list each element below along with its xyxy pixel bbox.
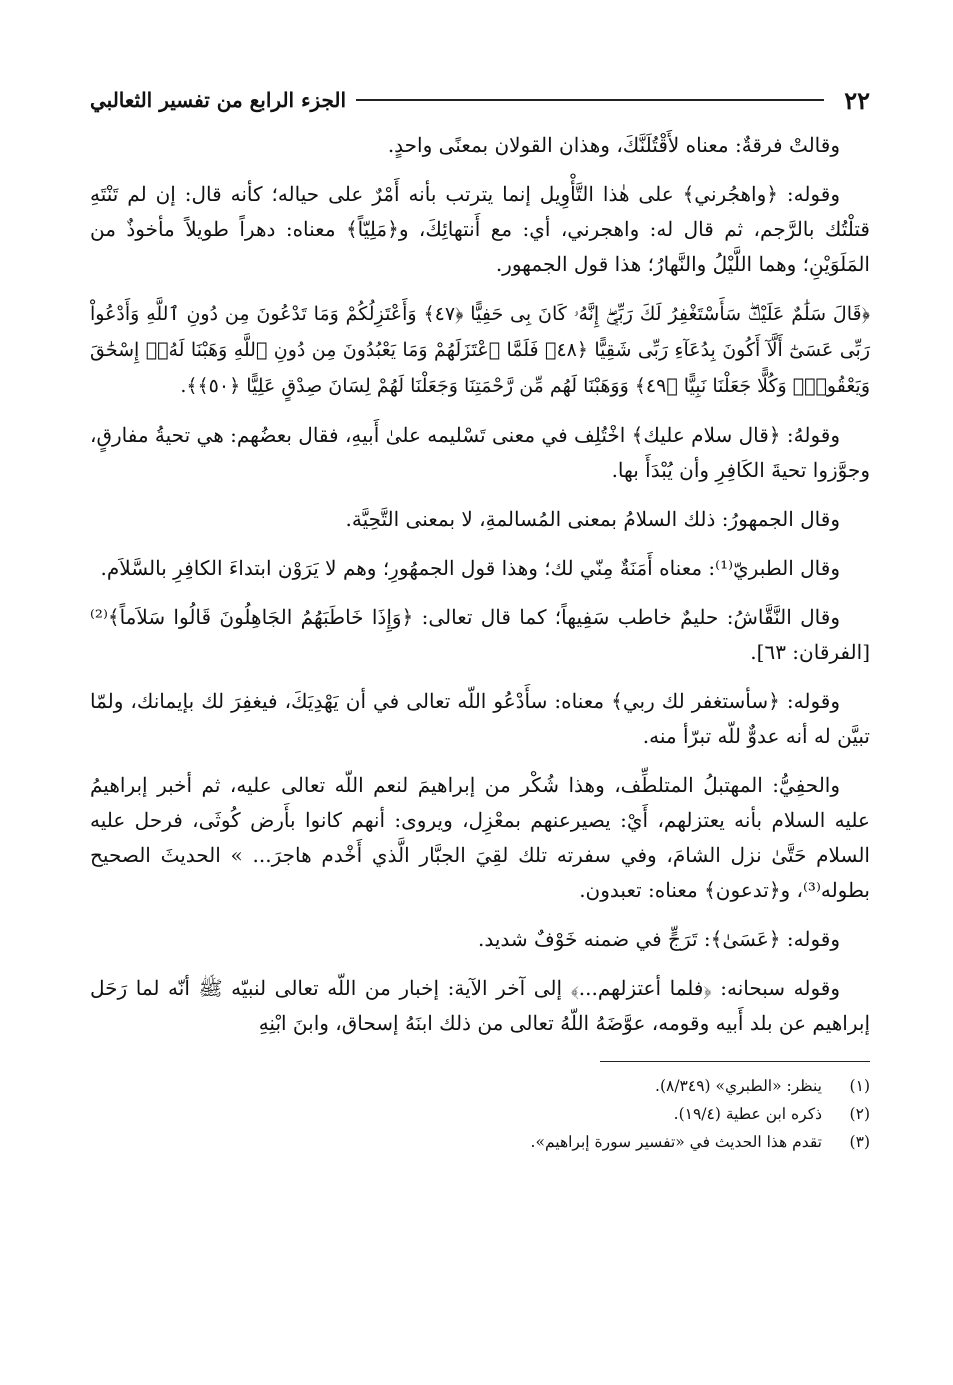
- footnote-number: (١): [849, 1077, 870, 1095]
- footnote-number: (٣): [849, 1133, 870, 1151]
- footnote: [90, 1072, 870, 1100]
- footnote-text: ينظر: «الطبري» (٨/٣٤٩).: [655, 1077, 822, 1095]
- paragraph: وقال الجمهورُ: ذلك السلامُ بمعنى المُسالمةِ، لا بمعنى التَّحِيَّة.: [345, 507, 840, 531]
- page-number: ٢٢: [844, 85, 870, 115]
- footnotes: [90, 1061, 870, 1156]
- footnote-text: تقدم هذا الحديث في «تفسير سورة إبراهيم».: [530, 1133, 822, 1151]
- paragraph: وقوله: ﴿عَسَىٰ﴾: تَرَجٍّ في ضمنه خَوْفٌ شديد.: [477, 927, 840, 951]
- header-rule: [356, 99, 824, 101]
- body-text: [90, 128, 870, 1041]
- paragraph: وقالتْ فرقةٌ: معناه لأَقْتُلَنَّكَ، وهذان القولان بمعنًى واحدٍ.: [387, 133, 840, 157]
- paragraph: وقال النَّقَّاشُ: حليمٌ خاطب سَفِيهاً؛ كما قال تعالى: ﴿وَإِذَا خَاطَبَهُمُ الجَاهِلُونَ قَالُوا سَلاَماً﴾⁽²⁾ [الفرقان: ٦٣].: [90, 605, 870, 664]
- quran-verses: ﴿قَالَ سَلَٰمٌ عَلَيْكَۖ سَأَسْتَغْفِرُ لَكَ رَبِّيٓۖ إِنَّهُۥ كَانَ بِى حَفِيًّا ﴿٤٧﴾ وَأَعْتَزِلُكُمْ وَمَا تَدْعُونَ مِن دُونِ ٱللَّهِ وَأَدْعُواْ رَبِّى عَسَىٰٓ أَلَّآ أَكُونَ بِدُعَآءِ رَبِّى شَقِيًّا ﴿٤٨﴾ فَلَمَّا ٱعْتَزَلَهُمْ وَمَا يَعْبُدُونَ مِن دُونِ ٱللَّهِ وَهَبْنَا لَهُۥٓ إِسْحَٰقَ وَيَعْقُوبَۖ وَكُلًّا جَعَلْنَا نَبِيًّا ﴿٤٩﴾ وَوَهَبْنَا لَهُم مِّن رَّحْمَتِنَا وَجَعَلْنَا لَهُمْ لِسَانَ صِدْقٍ عَلِيًّا ﴿٥٠﴾﴾.: [90, 303, 871, 397]
- footnote: [90, 1100, 870, 1128]
- footnote-text: ذكره ابن عطية (١٩/٤).: [673, 1105, 822, 1123]
- paragraph: وقولهُ: ﴿قال سلام عليك﴾ اخْتُلِف في معنى تَسْليمه علىٰ أَبيهِ، فقال بعضُهم: هي تحيةُ مفارقٍ، وجوَّزوا تحيةَ الكَافِرِ وأن يُبْدَأَ بها.: [90, 423, 870, 482]
- running-title: الجزء الرابع من تفسير الثعالبي: [90, 88, 347, 112]
- footnote-number: (٢): [849, 1105, 870, 1123]
- paragraph: وقوله سبحانه: ﴿فلما أعتزلهم...﴾ إلى آخر الآية: إخبار من اللّه تعالى لنبيّه ﷺ أنّه لما رَحَل إبراهيم عن بلد أَبيه وقومه، عوَّضَهُ اللّهُ تعالى من ذلك ابنَهُ إسحاق، وابنَ ابْنِهِ: [90, 976, 870, 1035]
- paragraph: وقوله: ﴿سأستغفر لك ربي﴾ معناه: سأَدْعُو اللّه تعالى في أن يَهْدِيَكَ، فيغفِرَ لك بإيمانك، ولمّا تبيَّن له أنه عدوٌّ للّه تبرّأ منه.: [90, 689, 870, 748]
- paragraph: والحفِيُّ: المهتبلُ المتلطِّف، وهذا شُكْر من إبراهيمَ لنعم اللّه تعالى عليه، ثم أخبر إبراهيمُ عليه السلام بأنه يعتزلهم، أَيْ: يصيرعنهم بمعْزِل، ويروى: أنهم كانوا بأَرض كُوثَى، فرحل عليه السلام حَتَّىٰ نزل الشامَ، وفي سفرته تلك لقِيَ الجبَّار الَّذي أَخْدم هاجرَ... » الحديثَ الصحيح بطوله⁽³⁾، و﴿تدعون﴾ معناه: تعبدون.: [90, 773, 870, 902]
- footnote-rule: [600, 1061, 870, 1062]
- page: [90, 80, 870, 1156]
- paragraph: وقال الطبريّ⁽¹⁾: معناه أَمَنَةٌ مِنّي لك؛ وهذا قول الجمهُورِ؛ وهم لا يَرَوْن ابتداءَ الكافِرِ بالسَّلاَم.: [100, 556, 840, 580]
- footnote: [90, 1128, 870, 1156]
- page-header: [90, 80, 870, 120]
- paragraph: وقوله: ﴿واهجُرني﴾ على هٰذا التَّأْوِيل إنما يترتب بأنه أَمْرٌ على حياله؛ كأنه قال: إن لم تَنْتَهِ قتلْتُك بالرَّجم، ثم قال له: واهجرني، أي: مع أَنتهائِكَ، و﴿مَلِيّاً﴾ معناه: دهراً طويلاً مأخوذٌ من المَلَوَيْنِ؛ وهما اللَّيْلُ والنَّهارُ؛ هذا قول الجمهور.: [90, 182, 870, 276]
